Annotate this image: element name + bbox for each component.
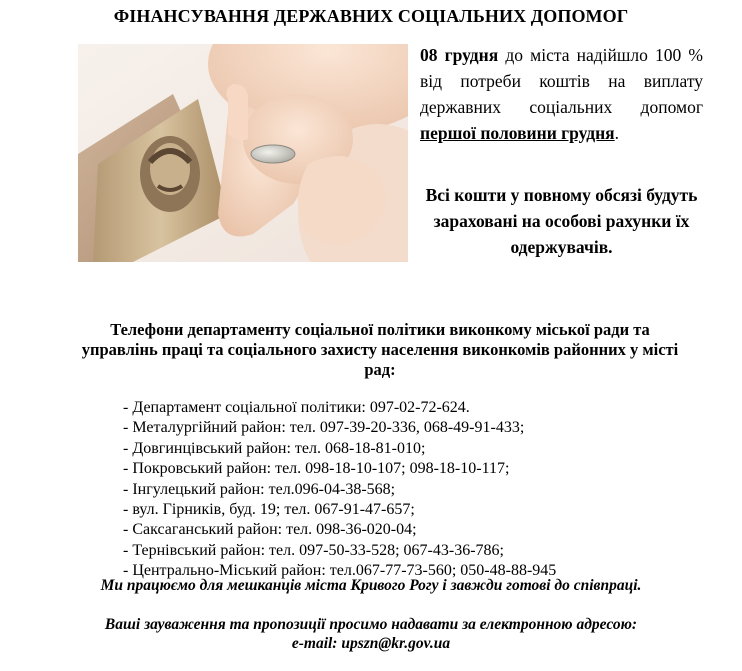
feedback-request: Ваші зауваження та пропозиції просимо надавати за електронною адресою:	[104, 616, 638, 633]
phones-heading: Телефони департаменту соціальної політики виконкому міської ради та управлінь праці та соціального захисту населення виконкомів районних у місті рад:	[81, 320, 679, 379]
list-item: - Тернівський район: тел. 097-50-33-528; 067-43-36-786;	[123, 541, 504, 559]
list-item: - Покровський район: тел. 098-18-10-107; 098-18-10-117;	[123, 460, 510, 478]
funding-announcement	[420, 42, 703, 146]
period-highlight: першої половини грудня	[420, 123, 615, 143]
list-item: - Інгулецький район: тел.096-04-38-568;	[123, 480, 396, 498]
announcement-text: до міста надійшло 100 % від потреби коштів на виплату державних соціальних допомог	[420, 45, 704, 117]
accrual-notice: Всі кошти у повному обсязі будуть зараховані на особові рахунки їх одержувачів.	[425, 185, 698, 257]
announcement-end: .	[614, 123, 620, 143]
list-item: - Саксаганський район: тел. 098-36-020-04;	[123, 521, 417, 539]
list-item: - Центрально-Міський район: тел.067-77-73-560; 050-48-88-945	[123, 562, 557, 580]
list-item: - Металургійний район: тел. 097-39-20-336, 068-49-91-433;	[123, 419, 525, 437]
phone-list	[123, 398, 683, 582]
contact-email: e-mail: upszn@kr.gov.ua	[291, 635, 451, 652]
page-title: ФІНАНСУВАННЯ ДЕРЖАВНИХ СОЦІАЛЬНИХ ДОПОМОГ	[113, 6, 629, 26]
baby-money-illustration	[78, 44, 408, 262]
list-item: - вул. Гірників, буд. 19; тел. 067-91-47-657;	[123, 501, 415, 519]
baby-money-photo	[78, 44, 408, 262]
closing-statement: Ми працюємо для мешканців міста Кривого Рогу і завжди готові до співпраці.	[100, 577, 642, 594]
announcement-date: 08 грудня	[420, 45, 499, 65]
list-item: - Департамент соціальної політики: 097-02-72-624.	[123, 399, 470, 416]
list-item: - Довгинцівський район: тел. 068-18-81-010;	[123, 439, 426, 457]
